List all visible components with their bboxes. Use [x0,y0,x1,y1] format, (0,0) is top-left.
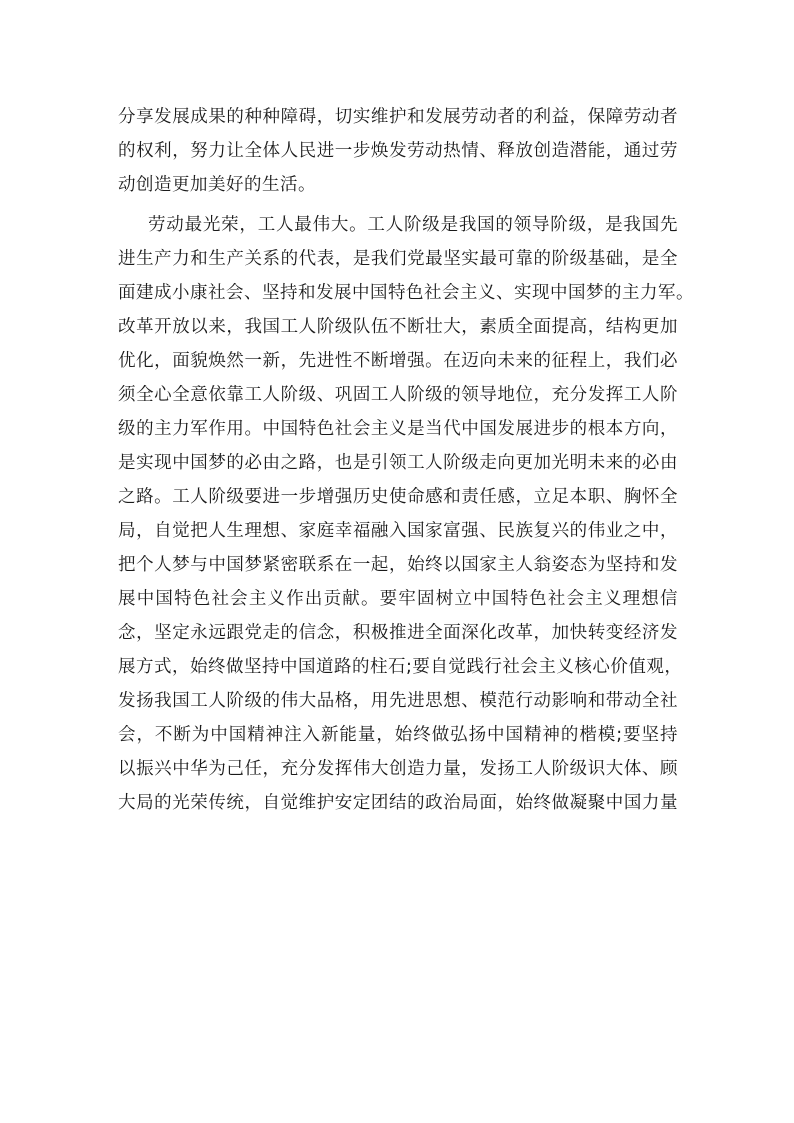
paragraph-line: 念，坚定永远跟党走的信念，积极推进全面深化改革，加快转变经济发 [118,623,678,643]
paragraph-line: 分享发展成果的种种障碍，切实维护和发展劳动者的利益，保障劳动者 [118,107,678,127]
paragraph-line: 把个人梦与中国梦紧密联系在一起，始终以国家主人翁姿态为坚持和发 [118,555,678,575]
paragraph-line: 面建成小康社会、坚持和发展中国特色社会主义、实现中国梦的主力军。 [118,283,694,303]
paragraph-line: 改革开放以来，我国工人阶级队伍不断壮大，素质全面提高，结构更加 [118,317,678,337]
paragraph-line: 须全心全意依靠工人阶级、巩固工人阶级的领导地位，充分发挥工人阶 [118,385,678,405]
paragraph-2 [118,208,694,820]
paragraph-line: 级的主力军作用。中国特色社会主义是当代中国发展进步的根本方向， [118,419,678,439]
paragraph-line: 展中国特色社会主义作出贡献。要牢固树立中国特色社会主义理想信 [118,589,678,609]
paragraph-line: 大局的光荣传统，自觉维护安定团结的政治局面，始终做凝聚中国力量 [118,793,678,813]
paragraph-line: 以振兴中华为己任，充分发挥伟大创造力量，发扬工人阶级识大体、顾 [118,759,678,779]
paragraph-line: 劳动最光荣，工人最伟大。工人阶级是我国的领导阶级，是我国先 [148,215,678,235]
paragraph-1 [118,100,678,202]
paragraph-line: 会，不断为中国精神注入新能量，始终做弘扬中国精神的楷模;要坚持 [118,725,678,745]
paragraph-line: 优化，面貌焕然一新，先进性不断增强。在迈向未来的征程上，我们必 [118,351,678,371]
body-text [118,100,694,820]
paragraph-line: 局，自觉把人生理想、家庭幸福融入国家富强、民族复兴的伟业之中， [118,521,678,541]
paragraph-line: 进生产力和生产关系的代表，是我们党最坚实最可靠的阶级基础，是全 [118,249,678,269]
paragraph-line: 动创造更加美好的生活。 [118,175,316,195]
paragraph-line: 之路。工人阶级要进一步增强历史使命感和责任感，立足本职、胸怀全 [118,487,678,507]
paragraph-line: 的权利，努力让全体人民进一步焕发劳动热情、释放创造潜能，通过劳 [118,141,678,161]
paragraph-line: 展方式，始终做坚持中国道路的柱石;要自觉践行社会主义核心价值观， [118,657,683,677]
paragraph-line: 发扬我国工人阶级的伟大品格，用先进思想、模范行动影响和带动全社 [118,691,678,711]
paragraph-line: 是实现中国梦的必由之路，也是引领工人阶级走向更加光明未来的必由 [118,453,678,473]
